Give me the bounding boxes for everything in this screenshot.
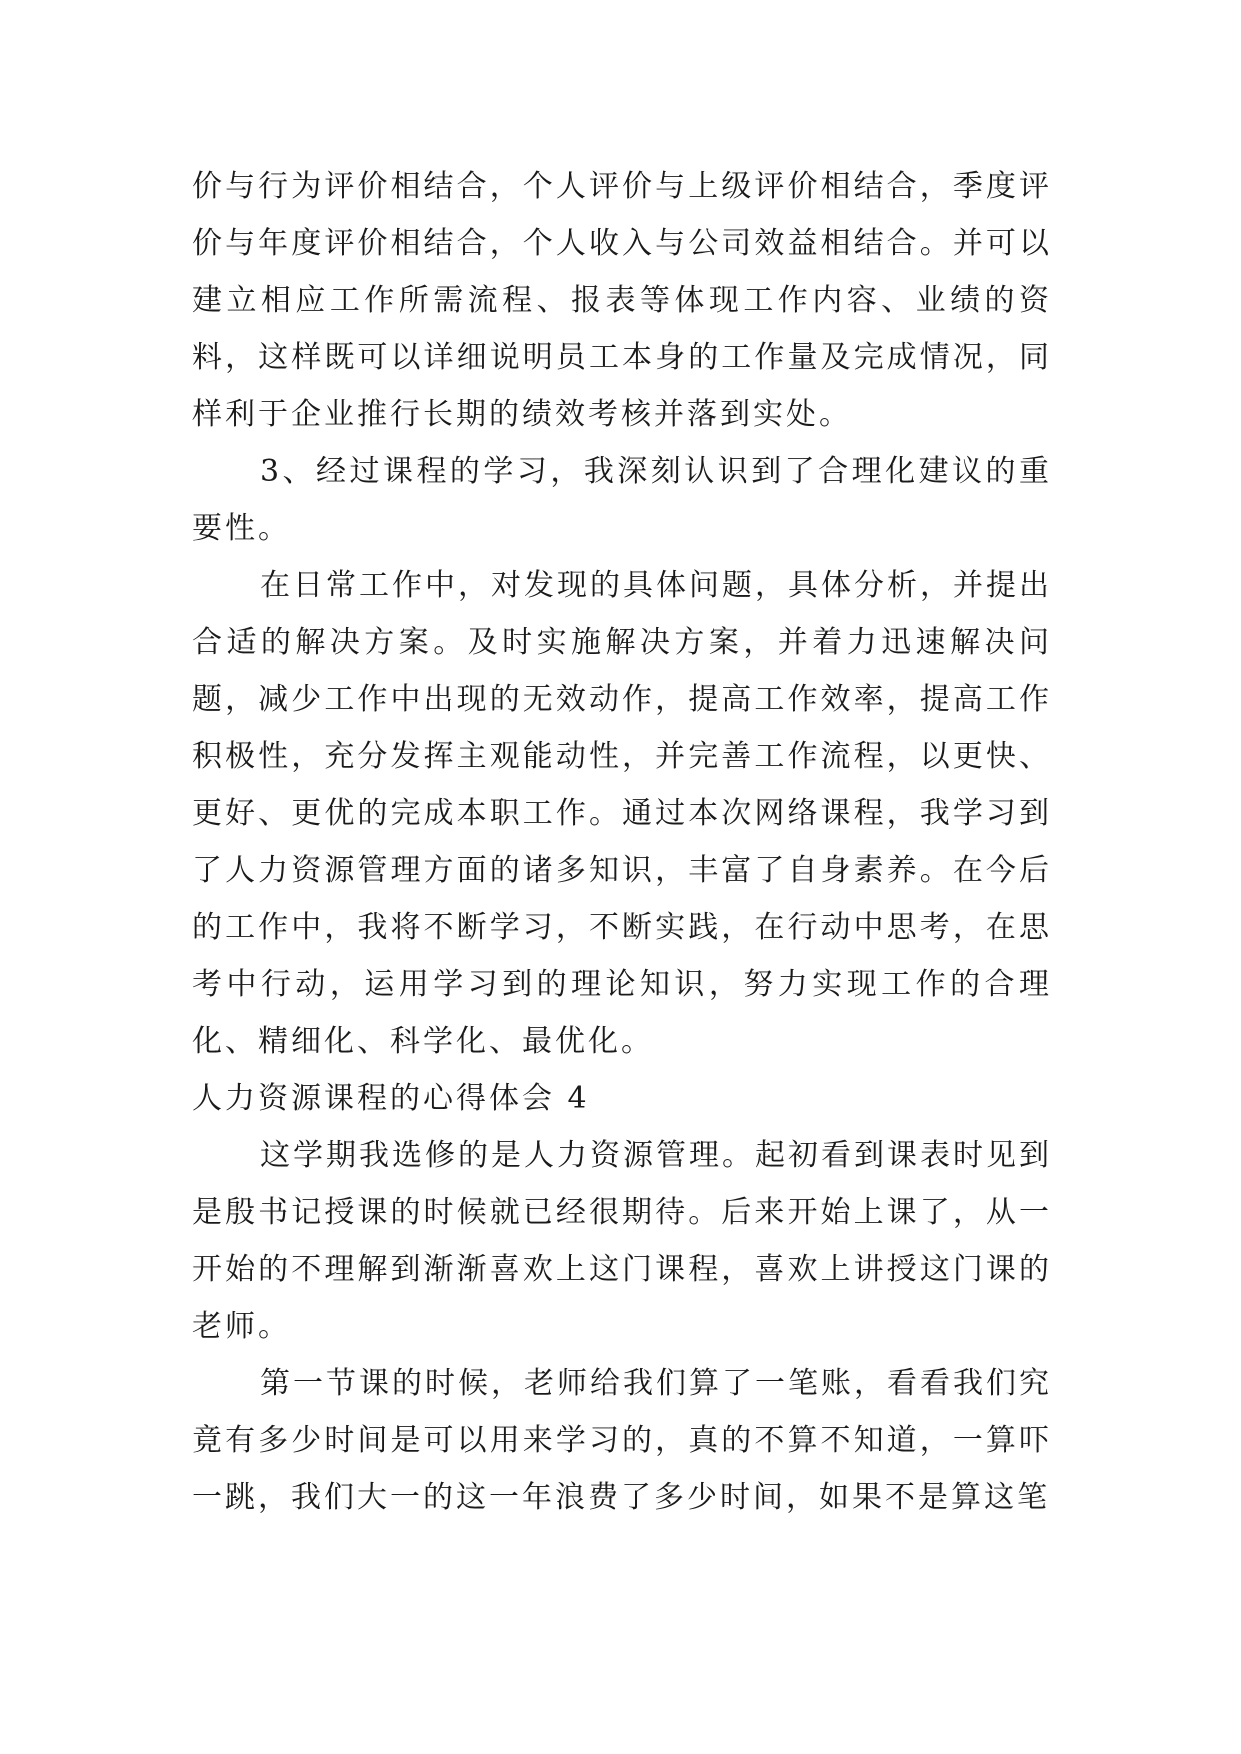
paragraph-point-3: 3、经过课程的学习，我深刻认识到了合理化建议的重要性。 — [192, 454, 1052, 546]
section-heading: 人力资源课程的心得体会 4 — [192, 1081, 590, 1116]
paragraph-first-lesson: 第一节课的时候，老师给我们算了一笔账，看看我们究竟有多少时间是可以用来学习的，真的不算不知道，一算吓一跳，我们大一的这一年浪费了多少时间，如果不是算这笔 — [192, 1366, 1052, 1515]
paragraph-continued: 价与行为评价相结合，个人评价与上级评价相结合，季度评价与年度评价相结合，个人收入与公司效益相结合。并可以建立相应工作所需流程、报表等体现工作内容、业绩的资料，这样既可以详细说明员工本身的工作量及完成情况，同样利于企业推行长期的绩效考核并落到实处。 — [192, 169, 1052, 432]
document-body — [192, 158, 1052, 1526]
paragraph-daily-work: 在日常工作中，对发现的具体问题，具体分析，并提出合适的解决方案。及时实施解决方案，并着力迅速解决问题，减少工作中出现的无效动作，提高工作效率，提高工作积极性，充分发挥主观能动性，并完善工作流程，以更快、更好、更优的完成本职工作。通过本次网络课程，我学习到了人力资源管理方面的诸多知识，丰富了自身素养。在今后的工作中，我将不断学习，不断实践，在行动中思考，在思考中行动，运用学习到的理论知识，努力实现工作的合理化、精细化、科学化、最优化。 — [192, 568, 1052, 1059]
paragraph-course-intro: 这学期我选修的是人力资源管理。起初看到课表时见到是殷书记授课的时候就已经很期待。后来开始上课了，从一开始的不理解到渐渐喜欢上这门课程，喜欢上讲授这门课的老师。 — [192, 1138, 1052, 1344]
